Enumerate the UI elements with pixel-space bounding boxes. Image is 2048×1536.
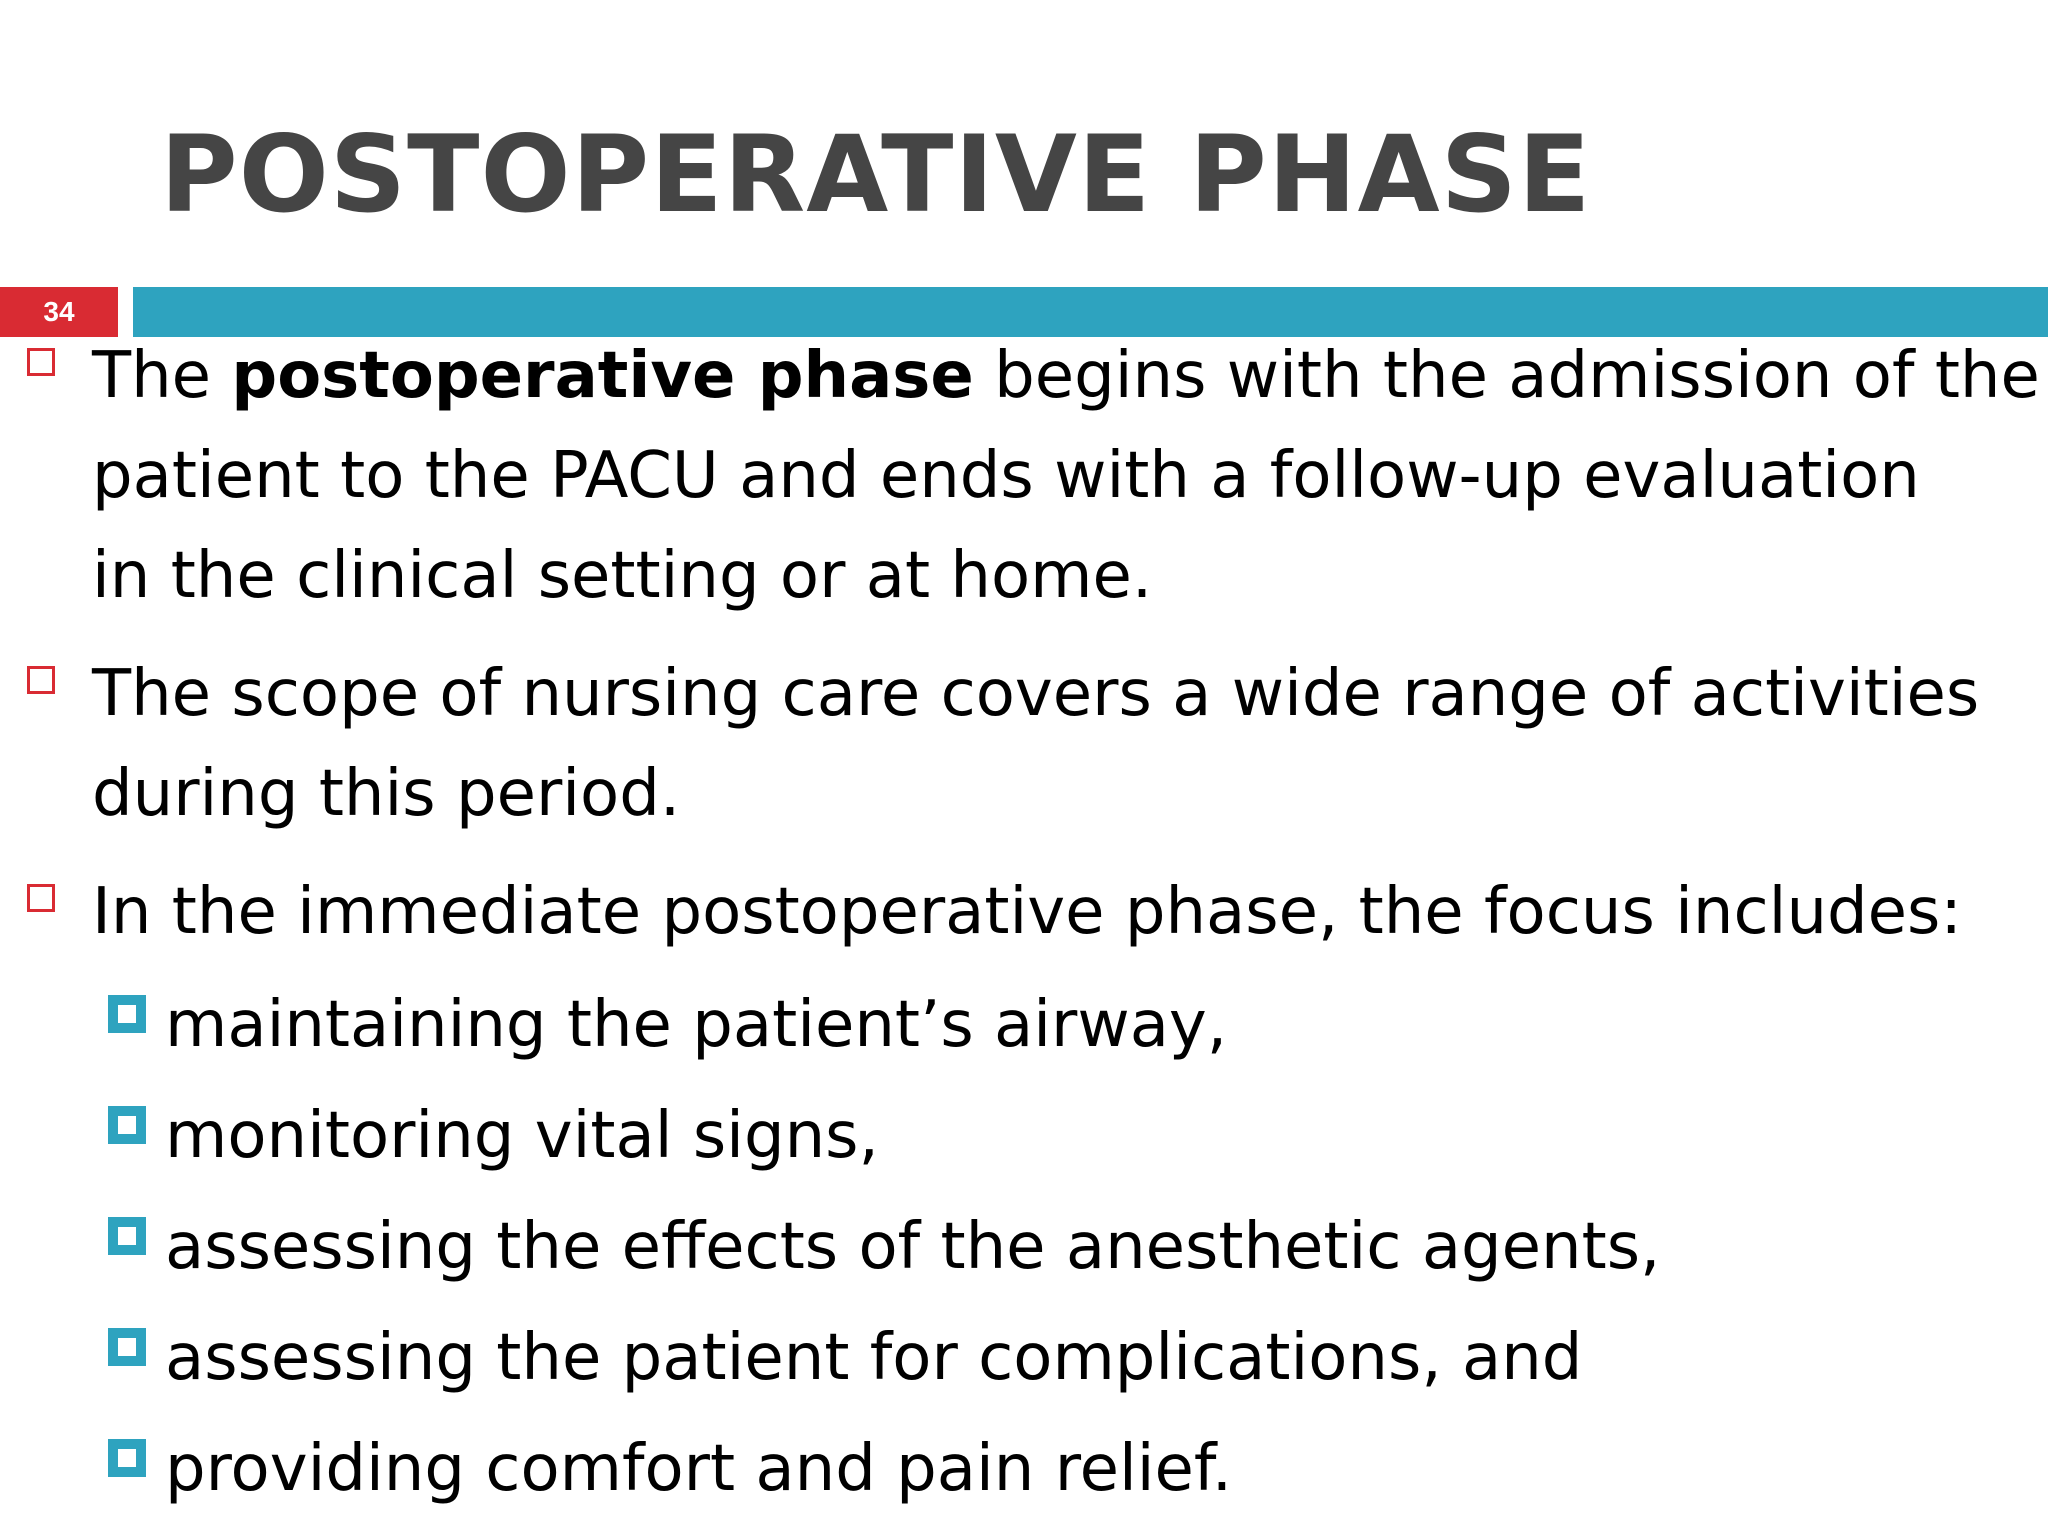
bullet-line: in the clinical setting or at home. bbox=[92, 539, 1153, 613]
bullet-line bbox=[92, 326, 2040, 426]
filled-square-bullet-icon bbox=[108, 1217, 146, 1255]
bullet-item bbox=[92, 326, 2040, 626]
text-run: begins with the admission of the bbox=[973, 339, 2040, 413]
slide-title: POSTOPERATIVE PHASE bbox=[160, 113, 1592, 236]
hollow-square-bullet-icon bbox=[27, 348, 55, 376]
bullet-line: In the immediate postoperative phase, the focus includes: bbox=[92, 875, 1962, 949]
filled-square-bullet-icon bbox=[108, 1328, 146, 1366]
sub-bullet-item: assessing the patient for complications, and bbox=[165, 1321, 1583, 1395]
sub-bullet-item: assessing the effects of the anesthetic agents, bbox=[165, 1210, 1661, 1284]
bullet-item bbox=[92, 644, 2028, 844]
bold-term: postoperative phase bbox=[231, 339, 974, 413]
sub-bullet-item: maintaining the patient’s airway, bbox=[165, 988, 1228, 1062]
bullet-line: The scope of nursing care covers a wide range of activities bbox=[92, 657, 1980, 731]
filled-square-bullet-icon bbox=[108, 1439, 146, 1477]
hollow-square-bullet-icon bbox=[27, 884, 55, 912]
filled-square-bullet-icon bbox=[108, 1106, 146, 1144]
sub-bullet-item: providing comfort and pain relief. bbox=[165, 1432, 1233, 1506]
bullet-line: during this period. bbox=[92, 757, 681, 831]
filled-square-bullet-icon bbox=[108, 995, 146, 1033]
sub-bullet-item: monitoring vital signs, bbox=[165, 1099, 879, 1173]
hollow-square-bullet-icon bbox=[27, 666, 55, 694]
bullet-item bbox=[92, 862, 2028, 962]
text-run: The bbox=[92, 339, 232, 413]
bullet-line: patient to the PACU and ends with a follow-up evaluation bbox=[92, 439, 1920, 513]
slide-number: 34 bbox=[0, 287, 118, 337]
